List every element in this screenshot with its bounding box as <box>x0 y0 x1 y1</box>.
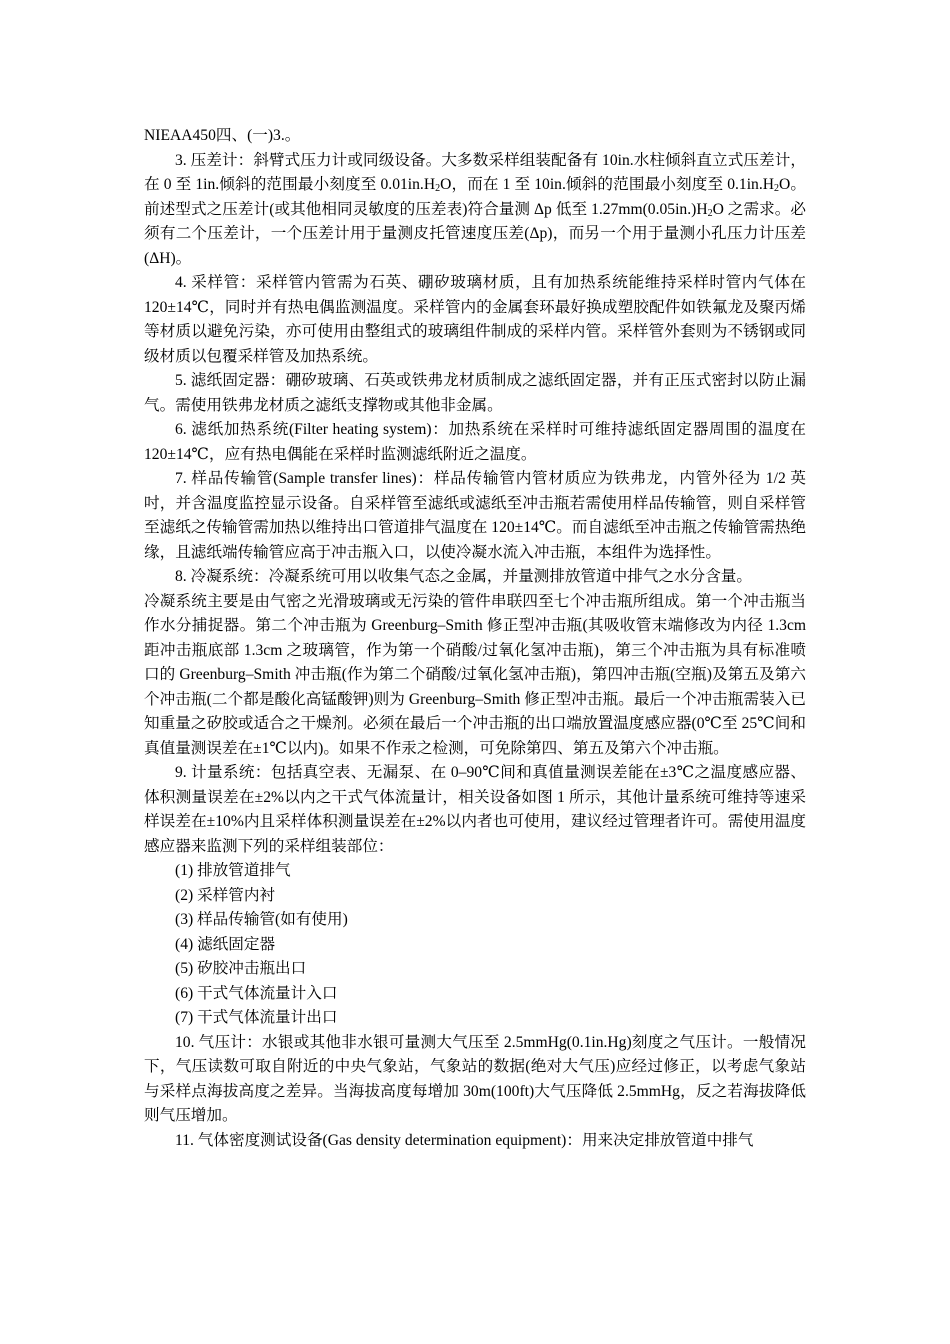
subscript-2: 2 <box>707 207 713 219</box>
document-body <box>144 124 806 1153</box>
paragraph-item-8-continued: 冷凝系统主要是由气密之光滑玻璃或无污染的管件串联四至七个冲击瓶所组成。第一个冲击瓶当作水分捕捉器。第二个冲击瓶为 Greenburg–Smith 修正型冲击瓶(其吸收管末端修改为内径 1.3cm 距冲击瓶底部 1.3cm 之玻璃管，作为第一个硝酸/过氧化氢冲击瓶)，第三个冲击瓶为具有标准喷口的 Greenburg–Smith 冲击瓶(作为第二个硝酸/过氧化氢冲击瓶)，第四冲击瓶(空瓶)及第五及第六个冲击瓶(二个都是酸化高锰酸钾)则为 Greenburg–Smith 修正型冲击瓶。最后一个冲击瓶需装入已知重量之矽胶或适合之干燥剂。必须在最后一个冲击瓶的出口端放置温度感应器(0℃至 25℃间和真值量测误差在±1℃以内)。如果不作汞之检测，可免除第四、第五及第六个冲击瓶。 <box>144 592 806 757</box>
list-item: (7) 干式气体流量计出口 <box>175 1009 338 1026</box>
paragraph-item-6: 6. 滤纸加热系统(Filter heating system)：加热系统在采样时可维持滤纸固定器周围的温度在 120±14℃，应有热电偶能在采样时监测滤纸附近之温度。 <box>144 421 806 463</box>
lead-line: NIEAA450四、(一)3.。 <box>144 127 301 144</box>
paragraph-item-4: 4. 采样管：采样管内管需为石英、硼矽玻璃材质，且有加热系统能维持采样时管内气体在 120±14℃，同时并有热电偶监测温度。采样管内的金属套环最好换成塑胶配件如铁氟龙及聚丙烯等材质以避免污染，亦可使用由整组式的玻璃组件制成的采样内管。采样管外套则为不锈钢或同级材质以包覆采样管及加热系统。 <box>144 274 806 365</box>
item-3-text-a: 3. 压差计：斜臂式压力计或同级设备。大多数采样组装配备有 10in.水柱倾斜直立式压差计，在 0 至 1in.倾斜的范围最小刻度至 0.01in.H <box>144 151 806 193</box>
list-item: (1) 排放管道排气 <box>175 862 291 879</box>
paragraph-item-10: 10. 气压计：水银或其他非水银可量测大气压至 2.5mmHg(0.1in.Hg)刻度之气压计。一般情况下，气压读数可取自附近的中央气象站，气象站的数据(绝对大气压)应经过修正，以考虑气象站与采样点海拔高度之差异。当海拔高度每增加 30m(100ft)大气压降低 2.5mmHg，反之若海拔降低则气压增加。 <box>144 1033 806 1124</box>
list-item: (5) 矽胶冲击瓶出口 <box>175 960 307 977</box>
item-3-text-b: O，而在 1 至 10in.倾斜的范围最小刻度至 0.1in.H <box>440 176 775 193</box>
paragraph-item-7: 7. 样品传输管(Sample transfer lines)：样品传输管内管材质应为铁弗龙，内管外径为 1/2 英吋，并含温度监控显示设备。自采样管至滤纸或滤纸至冲击瓶若需使用样品传输管，则自采样管至滤纸之传输管需加热以维持出口管道排气温度在 120±14℃。而自滤纸至冲击瓶之传输管需热绝缘，且滤纸端传输管应高于冲击瓶入口，以使冷凝水流入冲击瓶，本组件为选择性。 <box>144 470 806 561</box>
paragraph-item-9: 9. 计量系统：包括真空表、无漏泵、在 0–90℃间和真值量测误差能在±3℃之温度感应器、体积测量误差在±2%以内之干式气体流量计，相关设备如图 1 所示，其他计量系统可维持等速采样误差在±10%内且采样体积测量误差在±2%以内者也可使用，建议经过管理者许可。需使用温度感应器来监测下列的采样组装部位： <box>144 764 806 855</box>
item-3-text-d: O 之需求。必须有二个压差计，一个压差计用于量测皮托管速度压差(Δp)，而另一个用于量测小孔压力计压差(ΔH)。 <box>144 200 806 267</box>
paragraph-item-5: 5. 滤纸固定器：硼矽玻璃、石英或铁弗龙材质制成之滤纸固定器，并有正压式密封以防止漏气。需使用铁弗龙材质之滤纸支撑物或其他非金属。 <box>144 372 806 414</box>
list-item: (3) 样品传输管(如有使用) <box>175 911 348 928</box>
subscript-2: 2 <box>435 183 441 194</box>
item-3-text-c: O。前述型式之压差计(或其他相同灵敏度的压差表)符合量测 Δp 低至 1.27mm(0.05in.)H <box>144 176 806 218</box>
list-item: (4) 滤纸固定器 <box>175 935 276 953</box>
subscript-2: 2 <box>774 183 780 194</box>
paragraph-item-3 <box>144 149 806 272</box>
paragraph-item-8: 8. 冷凝系统：冷凝系统可用以收集气态之金属，并量测排放管道中排气之水分含量。 <box>175 568 752 585</box>
list-item: (6) 干式气体流量计入口 <box>175 984 338 1002</box>
paragraph-item-11: 11. 气体密度测试设备(Gas density determination equipment)：用来决定排放管道中排气 <box>175 1131 754 1149</box>
list-item: (2) 采样管内衬 <box>175 886 276 904</box>
